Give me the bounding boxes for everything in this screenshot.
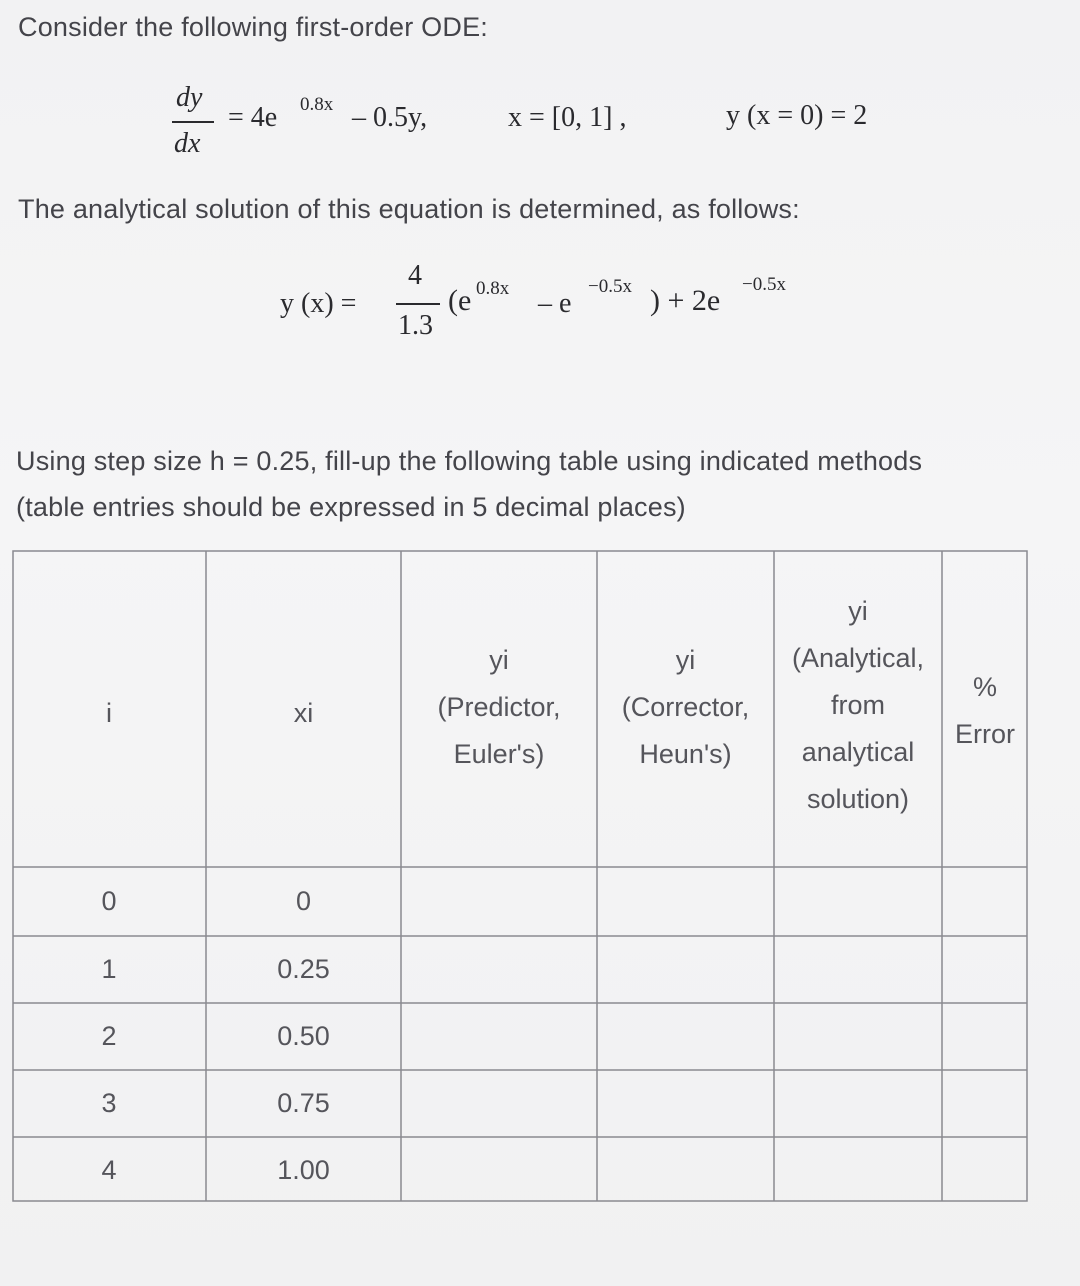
header-analytical-line-2: (Analytical, [791, 643, 925, 673]
row-3-x: 0.75 [277, 1088, 330, 1118]
header-corrector [597, 637, 774, 778]
row-0-x: 0 [295, 886, 312, 916]
answer-table [12, 550, 1028, 1202]
row-3-i: 3 [101, 1088, 117, 1118]
solution-exponent-2: −0.5x [588, 276, 632, 297]
solution-fraction-denominator: 1.3 [398, 310, 433, 341]
solution-minus-term: – e [538, 288, 572, 319]
solution-lhs: y (x) = [280, 288, 357, 319]
header-analytical [774, 588, 942, 823]
instruction-line-2: (table entries should be expressed in 5 decimal places) [16, 492, 686, 522]
row-1-x: 0.25 [277, 954, 330, 984]
analytical-intro-text: The analytical solution of this equation is determined, as follows: [18, 194, 800, 224]
header-x: xi [293, 698, 314, 728]
row-4-i: 4 [101, 1155, 117, 1185]
solution-exponent-3: −0.5x [742, 274, 786, 295]
row-0-i: 0 [101, 886, 117, 916]
ode-initial-condition: y (x = 0) = 2 [726, 100, 868, 131]
header-corrector-line-2: (Corrector, [621, 692, 750, 722]
header-i: i [106, 698, 112, 728]
ode-dx: dx [174, 128, 201, 159]
header-predictor-line-2: (Predictor, [437, 692, 561, 722]
header-error [942, 664, 1028, 758]
header-error-line-2: Error [955, 719, 1015, 749]
header-corrector-line-1: yi [675, 645, 696, 675]
ode-domain: x = [0, 1] , [508, 102, 627, 133]
solution-close-term: ) + 2e [650, 284, 721, 317]
header-error-line-1: % [972, 672, 997, 702]
row-4-x: 1.00 [277, 1155, 330, 1185]
header-analytical-line-1: yi [848, 596, 868, 626]
header-analytical-line-5: solution) [806, 784, 910, 814]
row-2-x: 0.50 [277, 1021, 330, 1051]
ode-dy: dy [176, 82, 203, 113]
solution-fraction-bar [396, 303, 440, 305]
solution-open-paren: (e [448, 284, 472, 317]
instruction-line-1: Using step size h = 0.25, fill-up the following table using indicated methods [16, 446, 923, 476]
ode-fraction-bar [172, 121, 214, 123]
header-analytical-line-3: from [831, 690, 885, 720]
ode-rhs-a-exponent: 0.8x [300, 94, 334, 115]
solution-fraction-numerator: 4 [408, 260, 422, 291]
row-1-i: 1 [101, 954, 117, 984]
intro-text: Consider the following first-order ODE: [18, 12, 488, 42]
header-corrector-line-3: Heun's) [639, 739, 732, 769]
row-2-i: 2 [101, 1021, 117, 1051]
ode-rhs-a: = 4e [228, 102, 278, 133]
header-predictor-line-1: yi [489, 645, 509, 675]
header-analytical-line-4: analytical [801, 737, 915, 767]
header-predictor-line-3: Euler's) [453, 739, 545, 769]
ode-rhs-b: – 0.5y, [352, 102, 428, 133]
header-predictor [401, 637, 597, 778]
solution-exponent-1: 0.8x [476, 278, 510, 299]
